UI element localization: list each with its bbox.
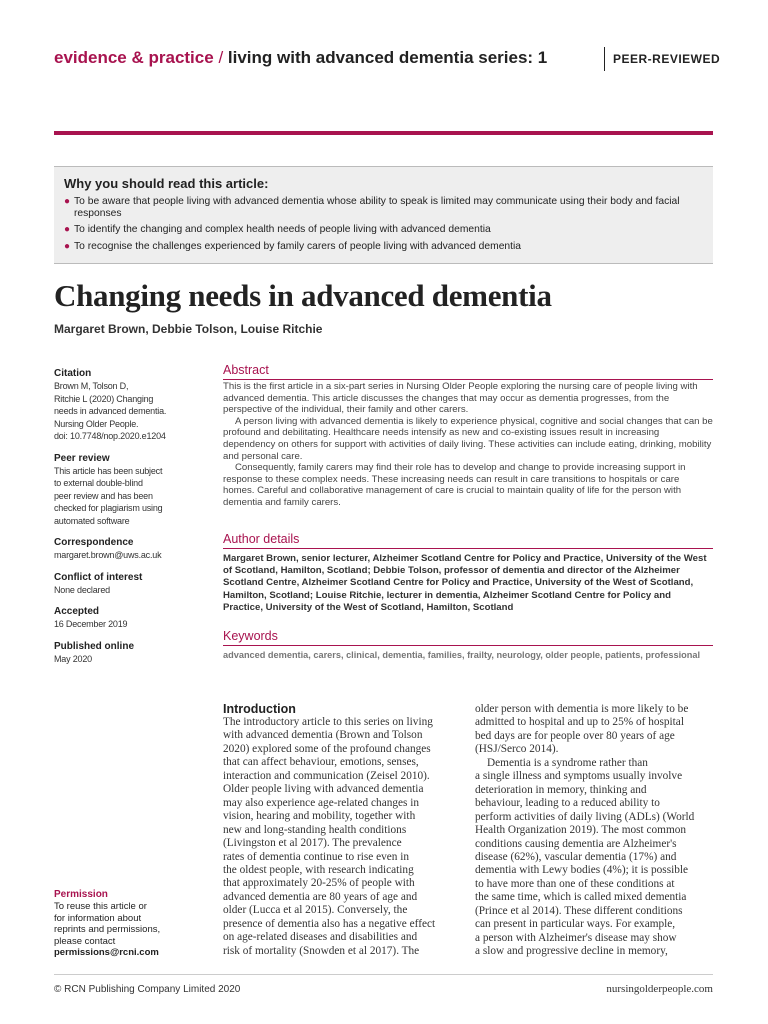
correspondence-block [54, 537, 204, 562]
body-line: disease (62%), vascular dementia (17%) and [475, 850, 677, 863]
correspondence-email-text[interactable]: margaret.brown@uws.ac.uk [54, 550, 162, 560]
published-date: May 2020 [54, 653, 92, 664]
peer-review-title: Peer review [54, 452, 110, 464]
body-line: bed days are for people over 80 years of age [475, 729, 675, 742]
peer-review-line: This article has been subject [54, 465, 163, 476]
article-authors: Margaret Brown, Debbie Tolson, Louise Ritchie [54, 322, 323, 336]
category-label: evidence & practice [54, 48, 214, 67]
accepted-title: Accepted [54, 606, 100, 617]
permission-line: To reuse this article or [54, 901, 147, 912]
body-line: the oldest people, with research indicating [223, 863, 414, 876]
citation-line: needs in advanced dementia. [54, 406, 167, 416]
abstract-paragraph: Consequently, family carers may find their role has to develop and change to provide increasing support in response to these complex needs. These increasing needs can result in care transitions to hospitals or care homes. Careful and collaborative management of care is crucial to maintain quality of life for the person with dementia and family carers. [223, 462, 686, 508]
keywords-text: advanced dementia, carers, clinical, dementia, families, frailty, neurology, older people, patients, professional [223, 650, 701, 660]
correspondence-title: Correspondence [54, 537, 134, 548]
body-line: interaction and communication (Zeisel 2010). [223, 769, 430, 782]
body-line: deterioration in memory, thinking and [475, 783, 647, 796]
bullet-icon: ● [64, 196, 71, 207]
article-title: Changing needs in advanced dementia [54, 278, 552, 313]
body-line: (Livingston et al 2017). The prevalence [223, 837, 402, 850]
accepted-block [54, 606, 204, 631]
peer-reviewed-badge: PEER-REVIEWED [604, 47, 720, 71]
why-read-item [64, 196, 703, 220]
body-line: advanced dementia are 80 years of age and [223, 890, 418, 903]
permission-text [54, 901, 204, 947]
body-line: conditions causing dementia are Alzheimer's [475, 837, 677, 850]
citation-line: Nursing Older People. [54, 418, 139, 429]
body-line: admitted to hospital and up to 25% of hospital [475, 716, 684, 729]
body-line: presence of dementia also has a negative effect [223, 917, 436, 930]
footer-rule [54, 974, 713, 975]
abstract-body [223, 381, 713, 509]
body-line: perform activities of daily living (ADLs) (World [475, 810, 695, 823]
why-read-box [54, 166, 713, 264]
body-line: with advanced dementia (Brown and Tolson [223, 729, 423, 742]
conflict-line: None declared [54, 584, 110, 595]
series-label: living with advanced dementia series: 1 [227, 48, 548, 67]
body-line: new and long-standing health conditions [223, 823, 407, 836]
article-sidebar [54, 368, 204, 675]
body-line: a single illness and symptoms usually involve [475, 770, 683, 783]
copyright-text: © RCN Publishing Company Limited 2020 [54, 984, 241, 995]
permission-line: reprints and permissions, [54, 924, 161, 935]
peer-review-line: automated software [54, 515, 130, 526]
why-read-title: Why you should read this article: [64, 176, 269, 191]
citation-line: Brown M, Tolson D, [54, 381, 129, 391]
citation-block [54, 368, 204, 443]
peer-review-line: checked for plagiarism using [54, 503, 163, 513]
peer-review-text [54, 465, 204, 528]
accepted-date: 16 December 2019 [54, 619, 128, 629]
why-read-item [64, 241, 703, 253]
body-line: may also experience age-related changes in [223, 796, 420, 809]
conflict-text [54, 584, 204, 597]
why-read-item [64, 224, 703, 236]
keywords-heading: Keywords [223, 629, 713, 646]
citation-text [54, 380, 204, 443]
body-line: rates of dementia continue to rise even in [223, 850, 410, 863]
body-column-left [223, 716, 455, 958]
body-line: vision, hearing and mobility, together with [223, 810, 416, 823]
peer-review-block [54, 453, 204, 528]
bullet-icon: ● [64, 224, 71, 236]
abstract-paragraph: This is the first article in a six-part series in Nursing Older People exploring the nursing care of people living with advanced dementia. This article discusses the changes that may occur as dementia progresses, from the perspective of the individual, their family and other carers. [223, 381, 698, 416]
header-separator: / [218, 48, 224, 67]
body-line: 2020) explored some of the profound changes [223, 742, 431, 755]
abstract-heading: Abstract [223, 363, 713, 380]
introduction-heading: Introduction [223, 702, 296, 716]
citation-doi-link[interactable]: doi: 10.7748/nop.2020.e1204 [54, 431, 166, 441]
permission-line: for information about [54, 912, 142, 924]
body-line: can present in particular ways. For example, [475, 918, 676, 931]
body-line: Health Organization 2019). The most common [475, 824, 687, 837]
accepted-text [54, 618, 204, 631]
body-line: Dementia is a syndrome rather than [487, 756, 648, 769]
body-line: The introductory article to this series on living [223, 716, 433, 728]
author-details-text: Margaret Brown, senior lecturer, Alzheimer Scotland Centre for Policy and Practice, University of the West of Scotland, Hamilton, Scotland; Debbie Tolson, professor of dementia and director of the Alzheimer Scotland Centre, Alzheimer Scotland Centre for Policy and Practice, University of the West of Scotland, Hamilton, Scotland; Louise Ritchie, lecturer in dementia, Alzheimer Scotland Centre for Policy and Practice, University of the West of Scotland, Hamilton, Scotland [223, 553, 707, 613]
citation-title: Citation [54, 368, 92, 379]
body-column-right [475, 703, 715, 959]
published-text [54, 653, 204, 666]
body-line: a slow and progressive decline in memory, [475, 945, 668, 958]
permission-line: please contact [54, 935, 116, 947]
website-link[interactable]: nursingolderpeople.com [606, 983, 713, 995]
body-line: (Prince et al 2014). These different conditions [475, 904, 683, 917]
why-read-item-text: To recognise the challenges experienced by family carers of people living with advanced dementia [74, 240, 522, 252]
body-line: dementia with Lewy bodies (4%); it is possible [475, 864, 689, 877]
header-rule [54, 131, 713, 135]
body-line: older (Lucca et al 2015). Conversely, the [223, 904, 408, 917]
conflict-block [54, 572, 204, 597]
author-details-heading: Author details [223, 532, 713, 549]
conflict-title: Conflict of interest [54, 571, 143, 583]
bullet-icon: ● [64, 240, 71, 252]
body-line: to have more than one of these conditions at [475, 877, 675, 890]
peer-review-line: to external double-blind [54, 478, 143, 488]
why-read-item-text: To identify the changing and complex health needs of people living with advanced dementia [74, 224, 491, 236]
body-line: Older people living with advanced dementia [223, 783, 424, 796]
permission-title: Permission [54, 889, 108, 900]
why-read-list [64, 196, 703, 253]
permission-email[interactable]: permissions@rcni.com [54, 947, 159, 958]
permission-block [54, 888, 204, 959]
series-header [54, 48, 547, 68]
body-line: risk of mortality (Snowden et al 2017). The [223, 944, 420, 957]
body-line: a person with Alzheimer's disease may show [475, 931, 677, 944]
correspondence-email[interactable] [54, 549, 204, 562]
published-title: Published online [54, 640, 135, 652]
body-line: that can affect behaviour, emotions, senses, [223, 756, 419, 769]
body-line: the same time, which is called mixed dementia [475, 891, 687, 904]
body-line: (HSJ/Serco 2014). [475, 743, 559, 756]
body-line: that approximately 20-25% of people with [223, 877, 415, 890]
peer-review-line: peer review and has been [54, 490, 153, 501]
why-read-item-text: To be aware that people living with advanced dementia whose ability to speak is limited may communicate using their body and facial responses [74, 196, 680, 220]
published-block [54, 641, 204, 666]
body-line: on age-related diseases and disabilities and [223, 931, 418, 944]
abstract-paragraph: A person living with advanced dementia is likely to experience physical, cognitive and social changes that can be profound and debilitating. Healthcare needs intensify as new and co-existing issues result in increasing dependency on others for support with activities of daily living. These activities can include eating, drinking, mobility and personal care. [223, 415, 713, 462]
citation-line: Ritchie L (2020) Changing [54, 393, 154, 404]
body-line: older person with dementia is more likely to be [475, 703, 689, 715]
body-line: behaviour, leading to a reduced ability to [475, 797, 660, 810]
